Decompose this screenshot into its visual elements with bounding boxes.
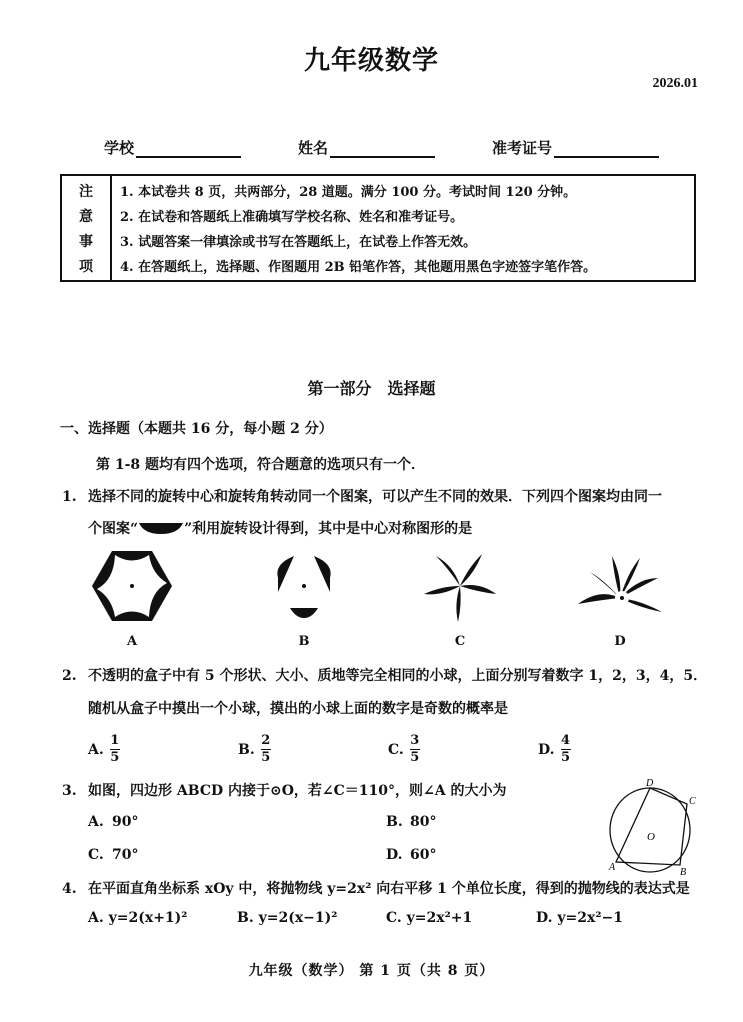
point-label-c: C xyxy=(689,796,696,807)
option-c[interactable] xyxy=(386,910,472,926)
figure-option-a[interactable] xyxy=(72,548,192,649)
question-3 xyxy=(62,780,506,800)
question-text: ”利用旋转设计得到，其中是中心对称图形的是 xyxy=(184,521,473,537)
option-b[interactable] xyxy=(238,734,271,765)
question-4 xyxy=(62,878,690,898)
point-label-o: O xyxy=(647,831,655,843)
option-a[interactable] xyxy=(88,734,120,765)
figure-option-b[interactable] xyxy=(244,548,364,649)
option-value: y=2(x−1)² xyxy=(258,910,338,926)
option-c-value: 70° xyxy=(112,847,139,863)
denominator: 5 xyxy=(110,750,120,765)
figure-option-c[interactable] xyxy=(400,548,520,649)
exam-id-input-line[interactable] xyxy=(554,140,659,158)
figure-option-d[interactable] xyxy=(560,548,680,649)
notice-char: 项 xyxy=(79,258,93,275)
option-c[interactable]: C. xyxy=(88,847,104,863)
section-heading: 一、选择题（本题共 16 分，每小题 2 分） xyxy=(60,421,333,437)
figure-label: C xyxy=(454,634,466,649)
question-number: 4. xyxy=(62,881,77,897)
question-text: 选择不同的旋转中心和旋转角转动同一个图案，可以产生不同的效果．下列四个图案均由同一 xyxy=(88,489,662,505)
fan-pattern-icon xyxy=(575,548,665,624)
option-label: C. xyxy=(388,741,404,758)
segment-shape-icon xyxy=(138,521,184,535)
option-label: D. xyxy=(536,910,553,926)
exam-title: 九年级数学 xyxy=(303,46,439,76)
point-label-b: B xyxy=(680,867,687,876)
option-b[interactable]: B. xyxy=(386,814,403,830)
inscribed-quadrilateral-figure xyxy=(600,778,705,876)
question-1 xyxy=(62,486,662,506)
option-label: C. xyxy=(386,910,402,926)
question-number: 1. xyxy=(62,489,77,505)
fraction xyxy=(110,734,120,765)
school-input-line[interactable] xyxy=(136,140,241,158)
notice-box xyxy=(60,174,696,282)
option-a-value: 90° xyxy=(112,814,139,830)
five-blade-pinwheel-icon xyxy=(420,548,500,624)
notice-side-label xyxy=(62,176,112,280)
question-text: 不透明的盒子中有 5 个形状、大小、质地等完全相同的小球，上面分别写着数字 1，2，3，4，5． xyxy=(88,668,708,684)
page-footer: 九年级（数学） 第 1 页（共 8 页） xyxy=(248,963,495,979)
question-1-line2 xyxy=(88,518,472,538)
denominator: 5 xyxy=(560,750,571,765)
option-d[interactable] xyxy=(538,734,571,765)
option-value: y=2x²+1 xyxy=(406,910,473,926)
question-text: 随机从盒子中摸出一个小球，摸出的小球上面的数字是奇数的概率是 xyxy=(88,701,508,717)
section-instruction: 第 1-8 题均有四个选项，符合题意的选项只有一个． xyxy=(96,457,426,473)
notice-item: 3. 试题答案一律填涂或书写在答题纸上，在试卷上作答无效。 xyxy=(120,235,477,250)
name-field[interactable] xyxy=(298,137,435,158)
question-number: 2. xyxy=(62,668,77,684)
point-label-d: D xyxy=(646,778,654,789)
question-text: 在平面直角坐标系 xOy 中，将抛物线 y=2x² 向右平移 1 个单位长度，得到的抛物线的表达式是 xyxy=(88,881,690,897)
hexagon-pattern-icon xyxy=(90,548,174,624)
option-d-value: 60° xyxy=(410,847,437,863)
option-value: y=2x²−1 xyxy=(557,910,623,926)
notice-char: 意 xyxy=(79,208,93,225)
school-label: 学校 xyxy=(104,139,135,157)
option-d[interactable]: D. xyxy=(386,847,403,863)
numerator: 2 xyxy=(261,733,271,748)
option-a[interactable] xyxy=(88,910,187,926)
figure-label: D xyxy=(614,634,626,649)
figure-label: A xyxy=(126,634,138,649)
numerator: 3 xyxy=(410,733,420,748)
name-label: 姓名 xyxy=(298,139,329,157)
option-value: y=2(x+1)² xyxy=(108,910,188,926)
school-field[interactable] xyxy=(104,137,241,158)
q1-figures xyxy=(80,548,680,658)
numerator: 1 xyxy=(110,733,120,748)
option-c[interactable] xyxy=(388,734,420,765)
question-text: 个图案“ xyxy=(88,521,139,537)
notice-char: 事 xyxy=(79,233,93,250)
option-d[interactable] xyxy=(536,910,623,926)
fraction xyxy=(261,734,271,765)
figure-label: B xyxy=(298,634,310,649)
exam-id-label: 准考证号 xyxy=(492,139,553,157)
name-input-line[interactable] xyxy=(330,140,435,158)
three-segment-pattern-icon xyxy=(269,548,339,624)
exam-id-field[interactable] xyxy=(492,137,659,158)
notice-char: 注 xyxy=(79,183,93,200)
option-label: B. xyxy=(238,741,255,758)
fraction xyxy=(561,734,571,765)
fraction xyxy=(410,734,420,765)
option-a[interactable]: A. xyxy=(88,814,104,830)
option-label: A. xyxy=(88,910,104,926)
option-b[interactable] xyxy=(237,910,337,926)
denominator: 5 xyxy=(410,750,420,765)
question-2 xyxy=(62,665,707,685)
option-label: A. xyxy=(88,741,104,758)
exam-date: 2026.01 xyxy=(652,76,698,91)
denominator: 5 xyxy=(261,750,271,765)
question-text: 如图，四边形 ABCD 内接于⊙O，若∠C＝110°，则∠A 的大小为 xyxy=(88,783,507,799)
q2-options xyxy=(88,734,648,770)
option-b-value: 80° xyxy=(410,814,437,830)
numerator: 4 xyxy=(560,733,571,748)
notice-item: 1. 本试卷共 8 页，共两部分，28 道题。满分 100 分。考试时间 120 分钟。 xyxy=(120,185,577,200)
option-label: D. xyxy=(538,741,555,758)
section-title: 第一部分 选择题 xyxy=(307,379,436,398)
notice-item: 2. 在试卷和答题纸上准确填写学校名称、姓名和准考证号。 xyxy=(120,210,464,225)
point-label-a: A xyxy=(609,862,616,873)
notice-items xyxy=(112,176,694,280)
question-number: 3. xyxy=(62,783,77,799)
notice-item: 4. 在答题纸上，选择题、作图题用 2B 铅笔作答，其他题用黑色字迹签字笔作答。 xyxy=(120,260,597,275)
option-label: B. xyxy=(237,910,254,926)
